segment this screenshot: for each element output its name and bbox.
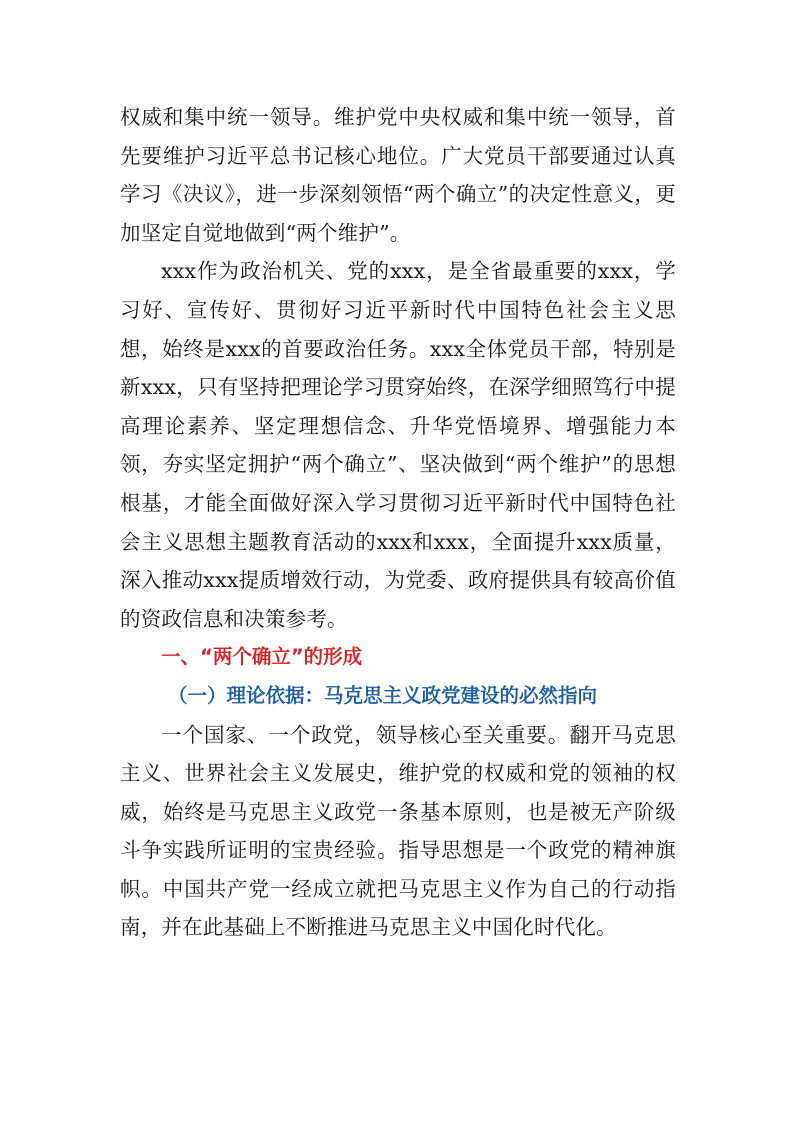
document-body (120, 98, 676, 947)
subsection-heading: （一）理论依据：马克思主义政党建设的必然指向 (168, 683, 598, 707)
section-heading: 一、“两个确立”的形成 (161, 645, 363, 669)
paragraph-theory-basis: 一个国家、一个政党，领导核心至关重要。翻开马克思主义、世界社会主义发展史，维护党的权威和党的领袖的权威，始终是马克思主义政党一条基本原则，也是被无产阶级斗争实践所证明的宝贵经验。指导思想是一个政党的精神旗帜。中国共产党一经成立就把马克思主义作为自己的行动指南，并在此基础上不断推进马克思主义中国化时代化。 (120, 722, 676, 940)
paragraph-xxx-role: xxx作为政治机关、党的xxx，是全省最重要的xxx，学习好、宣传好、贯彻好习近平新时代中国特色社会主义思想，始终是xxx的首要政治任务。xxx全体党员干部，特别是新xxx，只有坚持把理论学习贯穿始终，在深学细照笃行中提高理论素养、坚定理想信念、升华党悟境界、增强能力本领，夯实坚定拥护“两个确立”、坚决做到“两个维护”的思想根基，才能全面做好深入学习贯彻习近平新时代中国特色社会主义思想主题教育活动的xxx和xxx，全面提升xxx质量，深入推动xxx提质增效行动，为党委、政府提供具有较高价值的资政信息和决策参考。 (120, 259, 676, 631)
paragraph-continuation: 权威和集中统一领导。维护党中央权威和集中统一领导，首先要维护习近平总书记核心地位。广大党员干部要通过认真学习《决议》，进一步深刻领悟“两个确立”的决定性意义，更加坚定自觉地做到“两个维护”。 (120, 105, 676, 245)
